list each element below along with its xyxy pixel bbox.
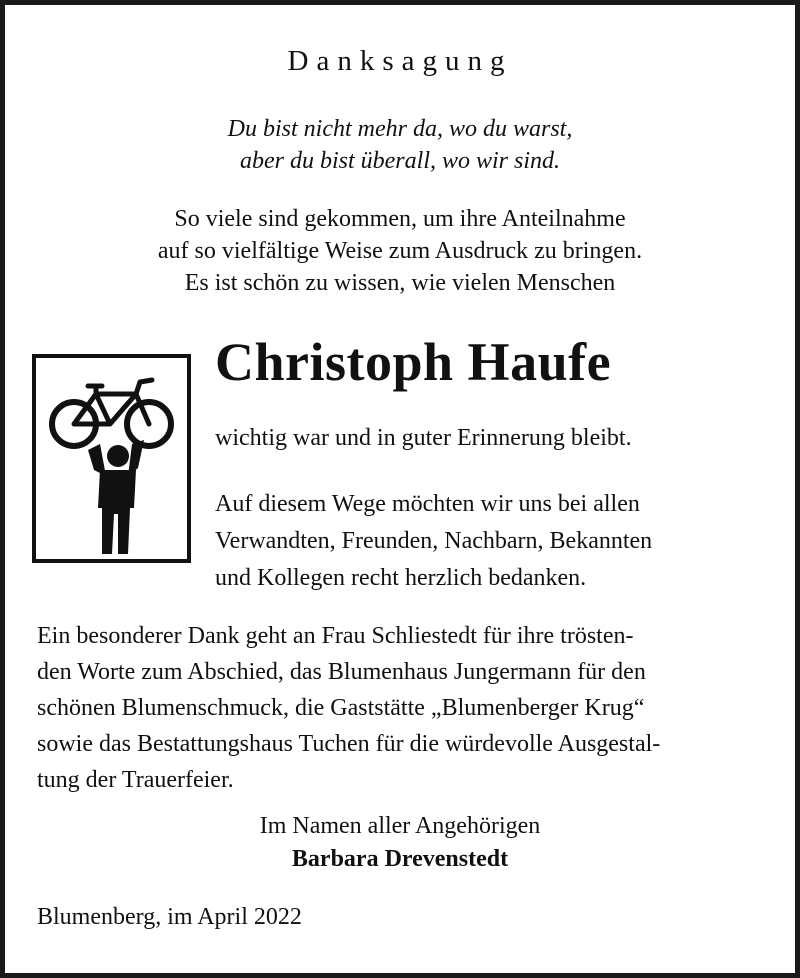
quote-line: aber du bist überall, wo wir sind. [239, 148, 561, 174]
place-date: Blumenberg, im April 2022 [37, 904, 302, 930]
special-thanks-line: tung der Trauerfeier. [37, 767, 234, 793]
thanks-line: Verwandten, Freunden, Nachbarn, Bekannten [215, 528, 653, 554]
cyclist-raising-bicycle-icon [36, 358, 187, 559]
intro-line: Es ist schön zu wissen, wie vielen Menschen [184, 270, 616, 296]
special-thanks-line: schönen Blumenschmuck, die Gaststätte „Blumenberger Krug“ [37, 695, 645, 721]
special-thanks-line: den Worte zum Abschied, das Blumenhaus Jungermann für den [37, 659, 646, 685]
special-thanks-line: Ein besonderer Dank geht an Frau Schliestedt für ihre trösten- [37, 623, 634, 649]
body [98, 470, 136, 554]
signature-name: Barbara Drevenstedt [291, 846, 509, 872]
quote-line: Du bist nicht mehr da, wo du warst, [227, 116, 573, 142]
symbol-image [32, 354, 191, 563]
special-thanks-line: sowie das Bestattungshaus Tuchen für die würdevolle Ausgestal- [37, 731, 661, 757]
intro-line: auf so vielfältige Weise zum Ausdruck zu bringen. [157, 238, 643, 264]
thanks-line: Auf diesem Wege möchten wir uns bei allen [215, 491, 640, 517]
intro-line: So viele sind gekommen, um ihre Anteilnahme [174, 206, 626, 232]
remembrance-text: wichtig war und in guter Erinnerung bleibt. [215, 425, 632, 451]
bicycle-handlebar [136, 380, 152, 394]
thanks-line: und Kollegen recht herzlich bedanken. [215, 565, 587, 591]
deceased-name: Christoph Haufe [215, 332, 612, 392]
bicycle-frame [74, 394, 149, 424]
head [107, 445, 129, 467]
heading: Danksagung [287, 45, 513, 77]
intro-text [5, 203, 795, 299]
quote [5, 113, 795, 177]
thanks-text [215, 486, 652, 597]
special-thanks-text [37, 618, 771, 798]
signature-line: Im Namen aller Angehörigen [259, 813, 541, 839]
